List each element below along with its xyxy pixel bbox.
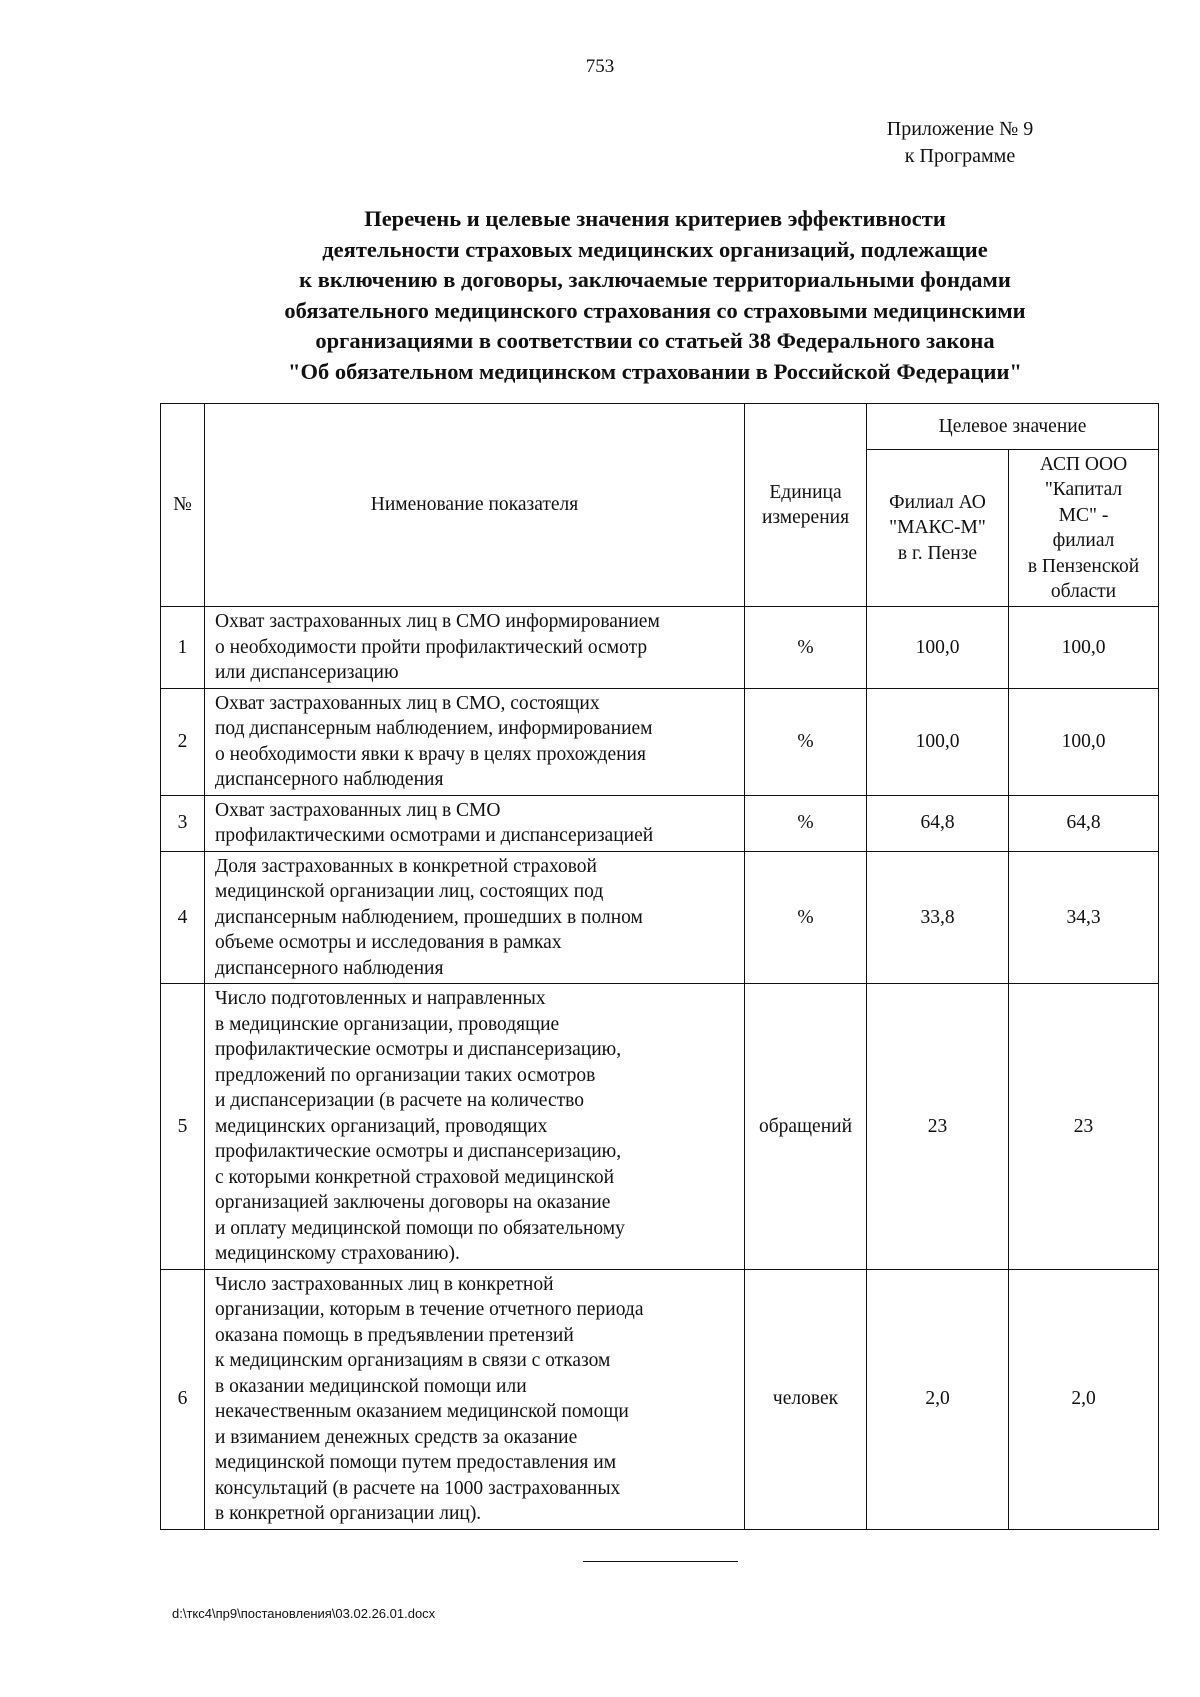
row-name-line: консультаций (в расчете на 1000 застрахованных	[215, 1477, 621, 1499]
row-num: 1	[161, 607, 205, 689]
row-value-org1: 100,0	[867, 607, 1009, 689]
row-unit: %	[745, 795, 867, 851]
row-name-line: о необходимости явки к врачу в целях прохождения	[215, 743, 646, 765]
row-unit: %	[745, 607, 867, 689]
row-name-line: медицинских организаций, проводящих	[215, 1115, 548, 1137]
header-org1	[867, 450, 1009, 607]
table-row	[161, 984, 1159, 1270]
header-org2-line: АСП ООО	[1039, 453, 1128, 475]
row-unit: %	[745, 851, 867, 984]
table-row	[161, 1269, 1159, 1529]
row-name-line: Охват застрахованных лиц в СМО	[215, 799, 501, 821]
row-value-org1: 64,8	[867, 795, 1009, 851]
row-name	[205, 984, 745, 1270]
document-title	[150, 204, 1160, 387]
row-name	[205, 688, 745, 795]
row-num: 3	[161, 795, 205, 851]
row-name-line: предложений по организации таких осмотров	[215, 1064, 596, 1086]
row-value-org2: 23	[1009, 984, 1159, 1270]
file-path: d:\ткс4\пр9\постановления\03.02.26.01.docx	[172, 1606, 436, 1621]
row-name-line: медицинскому страхованию).	[215, 1243, 460, 1264]
row-value-org1: 23	[867, 984, 1009, 1270]
row-value-org1: 2,0	[867, 1269, 1009, 1529]
row-name-line: Число подготовленных и направленных	[215, 988, 546, 1009]
row-name-line: или диспансеризацию	[215, 662, 399, 683]
row-name-line: некачественным оказанием медицинской помощи	[215, 1401, 629, 1422]
row-value-org2: 2,0	[1009, 1269, 1159, 1529]
row-unit: %	[745, 688, 867, 795]
title-line: обязательного медицинского страхования со страховыми медицинскими	[284, 297, 1026, 323]
row-name-line: медицинской помощи путем предоставления им	[215, 1452, 617, 1473]
row-value-org2: 64,8	[1009, 795, 1159, 851]
row-name	[205, 607, 745, 689]
header-org2-line: МС" -	[1058, 504, 1109, 526]
row-name-line: о необходимости пройти профилактический осмотр	[215, 636, 648, 658]
header-org2-line: филиал	[1052, 530, 1115, 551]
title-line: к включению в договоры, заключаемые территориальными фондами	[299, 267, 1011, 292]
table-row	[161, 688, 1159, 795]
row-name-line: Доля застрахованных в конкретной страховой	[215, 855, 597, 877]
header-org1-line: в г. Пензе	[897, 542, 978, 564]
title-line: Перечень и целевые значения критериев эффективности	[364, 206, 946, 231]
header-org2-line: "Капитал	[1044, 479, 1123, 500]
row-name-line: в конкретной организации лиц).	[215, 1503, 482, 1524]
row-name-line: Число застрахованных лиц в конкретной	[215, 1273, 554, 1295]
row-name-line: Охват застрахованных лиц в СМО, состоящих	[215, 692, 600, 714]
row-name-line: и диспансеризации (в расчете на количество	[215, 1090, 584, 1111]
row-name-line: в медицинские организации, проводящие	[215, 1013, 560, 1035]
criteria-table	[160, 403, 1159, 1530]
row-name-line: и оплату медицинской помощи по обязательному	[215, 1217, 625, 1239]
row-name-line: и взиманием денежных средств за оказание	[215, 1426, 578, 1448]
table-row	[161, 607, 1159, 689]
header-org1-line: "МАКС-М"	[889, 517, 986, 539]
title-line: организациями в соответствии со статьей 38 Федерального закона	[315, 328, 995, 353]
appendix-line: Приложение № 9	[886, 118, 1034, 140]
row-name-line: диспансерным наблюдением, прошедших в полном	[215, 906, 643, 928]
row-name	[205, 795, 745, 851]
title-line: "Об обязательном медицинском страховании в Российской Федерации"	[288, 358, 1022, 384]
row-name-line: объеме осмотры и исследования в рамках	[215, 932, 562, 953]
header-unit-line: измерения	[761, 507, 850, 528]
row-name-line: с которыми конкретной страховой медицинской	[215, 1166, 615, 1188]
header-org2-line: области	[1050, 581, 1117, 602]
header-unit	[745, 404, 867, 607]
row-num: 5	[161, 984, 205, 1270]
header-org1-line: Филиал АО	[889, 491, 986, 513]
appendix-line: к Программе	[904, 145, 1016, 167]
page-number: 753	[585, 56, 615, 77]
row-name-line: Охват застрахованных лиц в СМО информированием	[215, 611, 660, 632]
row-name-line: под диспансерным наблюдением, информированием	[215, 718, 653, 739]
row-name	[205, 851, 745, 984]
row-name-line: к медицинским организациям в связи с отказом	[215, 1350, 611, 1371]
appendix-note	[860, 116, 1060, 170]
header-num: №	[161, 404, 205, 607]
row-num: 2	[161, 688, 205, 795]
table-row	[161, 795, 1159, 851]
row-name-line: организации, которым в течение отчетного периода	[215, 1299, 644, 1320]
row-value-org1: 33,8	[867, 851, 1009, 984]
footer-divider	[583, 1561, 738, 1562]
row-value-org2: 100,0	[1009, 688, 1159, 795]
row-unit: обращений	[745, 984, 867, 1270]
row-num: 4	[161, 851, 205, 984]
row-name-line: профилактические осмотры и диспансеризацию,	[215, 1039, 622, 1060]
row-value-org2: 100,0	[1009, 607, 1159, 689]
row-name-line: диспансерного наблюдения	[215, 957, 444, 979]
row-value-org2: 34,3	[1009, 851, 1159, 984]
row-name-line: в оказании медицинской помощи или	[215, 1375, 527, 1397]
row-name-line: оказана помощь в предъявлении претензий	[215, 1324, 574, 1346]
row-num: 6	[161, 1269, 205, 1529]
row-name	[205, 1269, 745, 1529]
table-row	[161, 851, 1159, 984]
row-name-line: диспансерного наблюдения	[215, 769, 444, 790]
row-name-line: профилактическими осмотрами и диспансеризацией	[215, 825, 654, 846]
row-name-line: медицинской организации лиц, состоящих под	[215, 881, 604, 902]
header-unit-line: Единица	[769, 481, 842, 503]
header-org2-line: в Пензенской	[1027, 555, 1140, 577]
row-unit: человек	[745, 1269, 867, 1529]
header-target: Целевое значение	[867, 404, 1159, 450]
header-org2	[1009, 450, 1159, 607]
row-name-line: организацией заключены договоры на оказание	[215, 1192, 611, 1213]
row-value-org1: 100,0	[867, 688, 1009, 795]
row-name-line: профилактические осмотры и диспансеризацию,	[215, 1141, 622, 1162]
title-line: деятельности страховых медицинских организаций, подлежащие	[322, 236, 988, 262]
header-name: Нименование показателя	[205, 404, 745, 607]
